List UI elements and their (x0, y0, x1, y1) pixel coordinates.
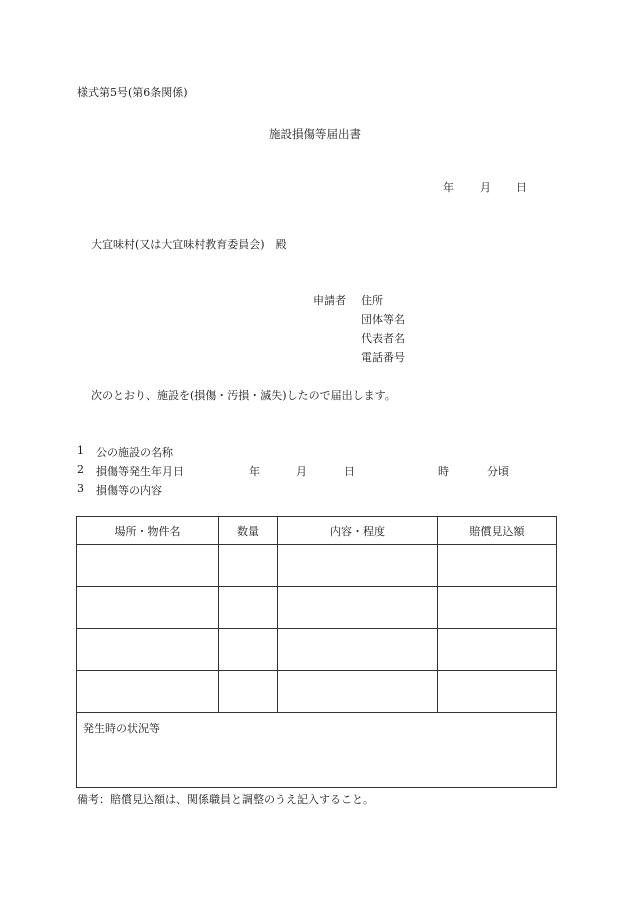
item-number: 3 (77, 482, 84, 495)
table-cell[interactable] (77, 587, 219, 629)
date-month-label: 月 (480, 181, 491, 194)
table-row (77, 545, 557, 587)
table-cell[interactable] (278, 629, 438, 671)
header-estimated-compensation: 賠償見込額 (438, 517, 557, 545)
table-row (77, 629, 557, 671)
table-header-row (77, 517, 557, 545)
occurrence-day-label: 日 (344, 465, 355, 478)
table-cell[interactable] (278, 587, 438, 629)
form-number: 様式第5号(第6条関係) (77, 86, 188, 99)
remarks-note: 備考：賠償見込額は、関係職員と調整のうえ記入すること。 (77, 793, 374, 806)
situation-notes-cell[interactable] (77, 713, 557, 788)
applicant-phone-field: 電話番号 (361, 351, 405, 364)
item-number: 2 (77, 463, 84, 476)
header-location-item: 場所・物件名 (77, 517, 219, 545)
situation-notes-label: 発生時の状況等 (83, 722, 160, 735)
occurrence-hour-label: 時 (438, 465, 449, 478)
item-facility-name-label: 公の施設の名称 (96, 446, 173, 459)
page-title: 施設損傷等届出書 (269, 127, 361, 141)
table-cell[interactable] (278, 545, 438, 587)
item-number: 1 (77, 444, 84, 457)
date-day-label: 日 (516, 181, 527, 194)
damage-table (76, 516, 557, 788)
table-cell[interactable] (77, 629, 219, 671)
occurrence-year-label: 年 (249, 465, 260, 478)
table-cell[interactable] (219, 629, 278, 671)
header-content-degree: 内容・程度 (278, 517, 438, 545)
table-cell[interactable] (278, 671, 438, 713)
header-quantity: 数量 (219, 517, 278, 545)
applicant-representative-field: 代表者名 (361, 332, 405, 345)
addressee: 大宜味村(又は大宜味村教育委員会) 殿 (91, 238, 287, 251)
table-cell[interactable] (438, 629, 557, 671)
date-year-label: 年 (443, 181, 454, 194)
table-cell[interactable] (438, 545, 557, 587)
item-occurrence-date-label: 損傷等発生年月日 (96, 465, 184, 478)
table-row (77, 587, 557, 629)
table-row (77, 671, 557, 713)
occurrence-month-label: 月 (296, 465, 307, 478)
table-cell[interactable] (438, 587, 557, 629)
applicant-address-field: 住所 (361, 294, 383, 307)
table-cell[interactable] (77, 545, 219, 587)
table-cell[interactable] (438, 671, 557, 713)
notice-text: 次のとおり、施設を(損傷・汚損・滅失)したので届出します。 (91, 389, 396, 402)
occurrence-minute-label: 分頃 (487, 465, 509, 478)
notes-row (77, 713, 557, 788)
table-cell[interactable] (219, 587, 278, 629)
applicant-organization-field: 団体等名 (361, 313, 405, 326)
table-cell[interactable] (77, 671, 219, 713)
applicant-label: 申請者 (313, 294, 346, 307)
item-damage-content-label: 損傷等の内容 (96, 484, 162, 497)
table-cell[interactable] (219, 671, 278, 713)
table-cell[interactable] (219, 545, 278, 587)
